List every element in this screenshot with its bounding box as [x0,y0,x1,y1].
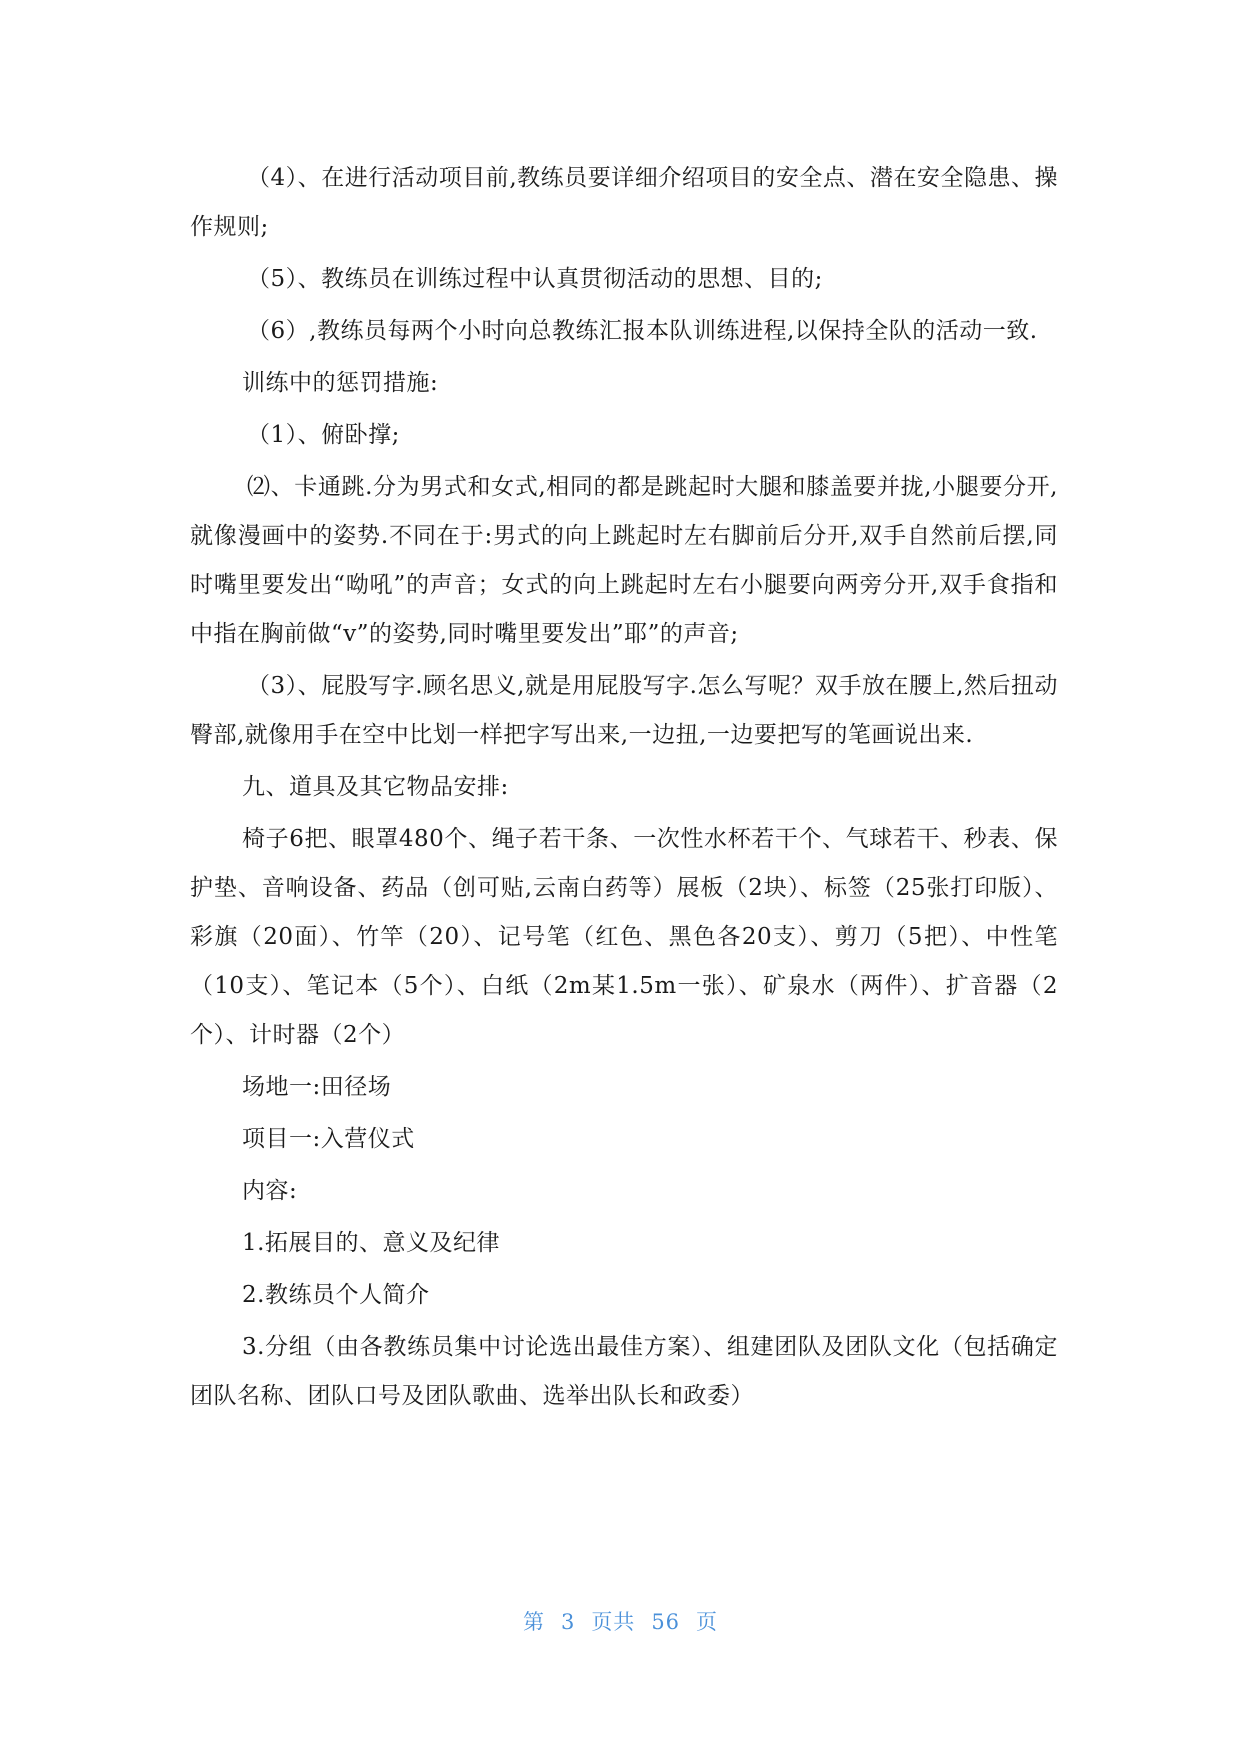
footer-suffix: 页 [696,1610,719,1634]
section-heading-penalties: 训练中的惩罚措施: [242,370,439,396]
page-footer [0,1606,1241,1636]
footer-prefix: 第 [522,1610,545,1634]
paragraph-penalty-1: （1）、俯卧撑; [247,422,400,448]
paragraph-project: 项目一:入营仪式 [242,1126,415,1152]
footer-middle: 页共 [591,1610,636,1634]
footer-current-page: 3 [560,1610,576,1634]
paragraph-penalty-2: ⑵、卡通跳.分为男式和女式,相同的都是跳起时大腿和膝盖要并拢,小腿要分开,就像漫画中的姿势.不同在于:男式的向上跳起时左右脚前后分开,双手自然前后摆,同时嘴里要发出“呦吼”的声音；女式的向上跳起时左右小腿要向两旁分开,双手食指和中指在胸前做“v”的姿势,同时嘴里要发出”耶”的声音; [190,474,1058,647]
paragraph-content-label: 内容: [242,1178,298,1204]
footer-total-pages: 56 [651,1610,681,1634]
paragraph-venue: 场地一:田径场 [242,1074,392,1100]
section-heading-props: 九、道具及其它物品安排: [242,774,509,800]
document-body [190,154,1058,1424]
paragraph-rule-4: （4）、在进行活动项目前,教练员要详细介绍项目的安全点、潜在安全隐患、操作规则; [190,165,1058,240]
paragraph-rule-6: （6）,教练员每两个小时向总教练汇报本队训练进程,以保持全队的活动一致. [247,318,1038,344]
list-item-1: 1.拓展目的、意义及纪律 [242,1230,500,1256]
list-item-3: 3.分组（由各教练员集中讨论选出最佳方案）、组建团队及团队文化（包括确定团队名称、团队口号及团队歌曲、选举出队长和政委） [190,1334,1058,1409]
list-item-2: 2.教练员个人简介 [242,1282,430,1308]
paragraph-props-list: 椅子6把、眼罩480个、绳子若干条、一次性水杯若干个、气球若干、秒表、保护垫、音响设备、药品（创可贴,云南白药等）展板（2块）、标签（25张打印版）、彩旗（20面）、竹竿（20）、记号笔（红色、黑色各20支）、剪刀（5把）、中性笔（10支）、笔记本（5个）、白纸（2m某1.5m一张）、矿泉水（两件）、扩音器（2个）、计时器（2个） [190,826,1058,1048]
paragraph-rule-5: （5）、教练员在训练过程中认真贯彻活动的思想、目的; [247,266,823,292]
paragraph-penalty-3: （3）、屁股写字.顾名思义,就是用屁股写字.怎么写呢？双手放在腰上,然后扭动臀部,就像用手在空中比划一样把字写出来,一边扭,一边要把写的笔画说出来. [190,673,1058,748]
